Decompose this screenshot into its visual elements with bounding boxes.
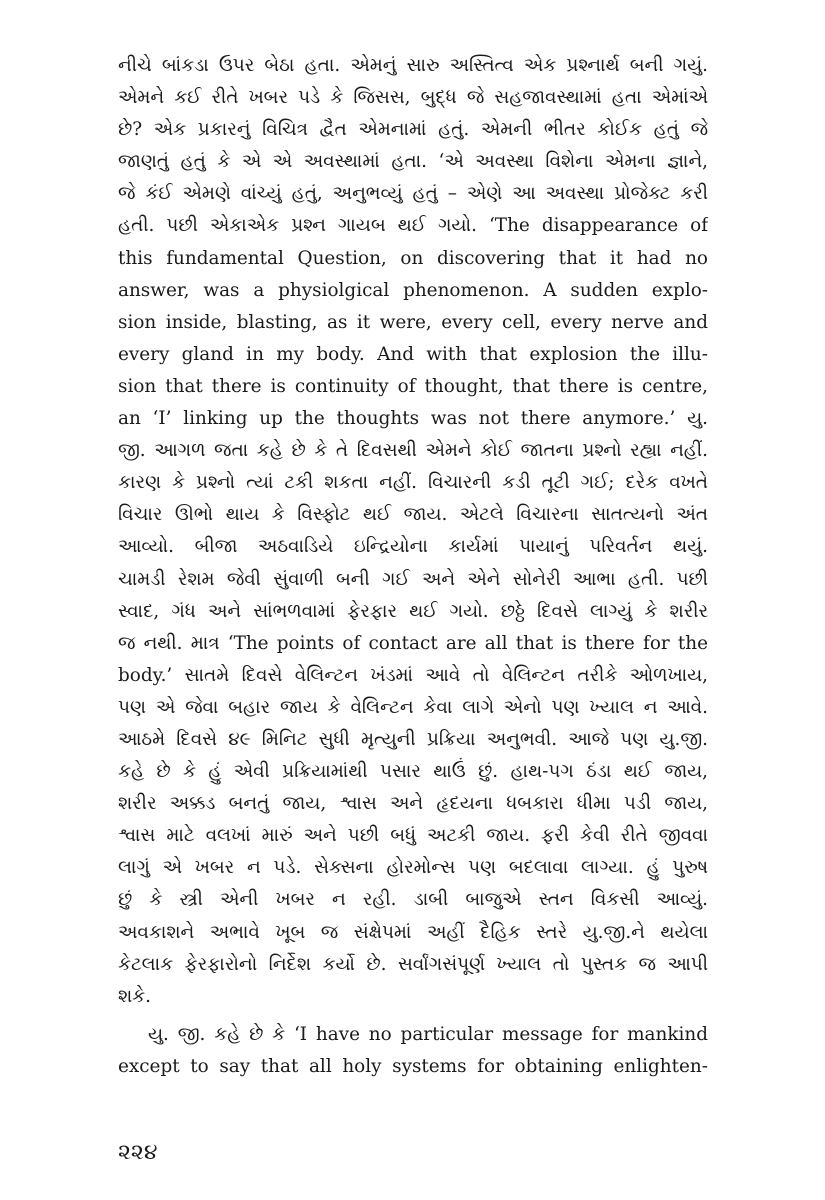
text-line: every gland in my body. And with that explosion the illu-: [118, 343, 708, 365]
text-line: છે? એક પ્રકારનું વિચિત્ર દ્વૈત એમનામાં હતું. એમની ભીતર કોઈક હતું જે: [118, 119, 708, 141]
text-line: શરીર અક્કડ બનતું જાય, શ્વાસ અને હૃદયના ધબકારા ધીમા પડી જાય,: [118, 793, 708, 815]
text-line: અવકાશને અભાવે ખૂબ જ સંક્ષેપમાં અહીં દૈહિક સ્તરે યુ.જી.ને થયેલા: [118, 921, 708, 943]
text-line: ચામડી રેશમ જેવી સુંવાળી બની ગઈ અને એને સોનેરી આભા હતી. પછી: [118, 568, 708, 590]
text-line: નીચે બાંકડા ઉપર બેઠા હતા. એમનું સારુ અસ્તિત્વ એક પ્રશ્નાર્થ બની ગયું.: [118, 55, 708, 76]
text-line: જી. આગળ જતા કહે છે કે તે દિવસથી એમને કોઈ જાતના પ્રશ્નો રહ્યા નહીં.: [118, 440, 708, 462]
text-line: જે કંઈ એમણે વાંચ્યું હતું, અનુભવ્યું હતું – એણે આ અવસ્થા પ્રોજેક્ટ કરી: [118, 183, 708, 205]
text-line: યુ. જી. કહે છે કે ‘I have no particular message for mankind: [148, 1023, 708, 1045]
text-line: હતી. પછી એકાએક પ્રશ્ન ગાયબ થઈ ગયો. ‘The disappearance of: [118, 215, 708, 237]
text-line: body.’ સાતમે દિવસે વેલિન્ટન ખંડમાં આવે તો વેલિન્ટન તરીકે ઓળખાય,: [118, 664, 708, 686]
page-body: [118, 50, 708, 1083]
text-line: કહે છે કે હું એવી પ્રક્રિયામાંથી પસાર થાઉં છું. હાથ-પગ ઠંડા થઈ જાય,: [118, 761, 708, 783]
text-line: આવ્યો. બીજા અઠવાડિયે ઇન્દ્રિયોના કાર્યમાં પાયાનું પરિવર્તન થયું.: [118, 536, 708, 558]
text-line: શ્વાસ માટે વલખાં મારું અને પછી બધું અટકી જાય. ફરી કેવી રીતે જીવવા: [118, 825, 708, 847]
text-line: વિચાર ઊભો થાય કે વિસ્ફોટ થઈ જાય. એટલે વિચારના સાતત્યનો અંત: [118, 504, 708, 526]
text-line: એમને કઈ રીતે ખબર પડે કે જિસસ, બુદ્ધ જે સહજાવસ્થામાં હતા એમાંએ: [118, 87, 708, 109]
text-line: સ્વાદ, ગંધ અને સાંભળવામાં ફેરફાર થઈ ગયો. છઠ્ઠે દિવસે લાગ્યું કે શરીર: [118, 600, 708, 622]
text-line: except to say that all holy systems for obtaining enlighten-: [118, 1055, 708, 1077]
text-line: answer, was a physiolgical phenomenon. A sudden explo-: [118, 279, 708, 301]
paragraph-2: [118, 1019, 708, 1083]
text-line: જ નથી. માત્ર ‘The points of contact are all that is there for the: [118, 632, 708, 654]
text-line: કેટલાક ફેરફારોનો નિર્દેશ કર્યો છે. સર્વાંગસંપૂર્ણ ખ્યાલ તો પુસ્તક જ આપી: [118, 953, 708, 975]
text-line: પણ એ જેવા બહાર જાય કે વેલિન્ટન કેવા લાગે એનો પણ ખ્યાલ ન આવે.: [118, 696, 708, 718]
paragraph-1: [118, 50, 708, 1013]
text-line: આઠમે દિવસે ૪૯ મિનિટ સુધી મૃત્યુની પ્રક્રિયા અનુભવી. આજે પણ યુ.જી.: [118, 728, 708, 750]
page-number: ૨૨૪: [118, 1140, 158, 1165]
text-line: sion inside, blasting, as it were, every cell, every nerve and: [118, 311, 708, 333]
text-line: sion that there is continuity of thought, that there is centre,: [118, 375, 708, 397]
text-line: this fundamental Question, on discovering that it had no: [118, 247, 708, 269]
text-line: છું કે સ્ત્રી એની ખબર ન રહી. ડાબી બાજુએ સ્તન વિકસી આવ્યું.: [118, 889, 708, 911]
text-line: શકે.: [118, 985, 152, 1007]
text-line: જાણતું હતું કે એ એ અવસ્થામાં હતા. ‘એ અવસ્થા વિશેના એમના જ્ઞાને,: [118, 151, 708, 173]
text-line: an ‘I’ linking up the thoughts was not there anymore.’ યુ.: [118, 408, 708, 430]
text-line: લાગું એ ખબર ન પડે. સેક્સના હોરમોન્સ પણ બદલાવા લાગ્યા. હું પુરુષ: [118, 857, 708, 879]
text-line: કારણ કે પ્રશ્નો ત્યાં ટકી શકતા નહીં. વિચારની કડી તૂટી ગઈ; દરેક વખતે: [118, 472, 708, 494]
